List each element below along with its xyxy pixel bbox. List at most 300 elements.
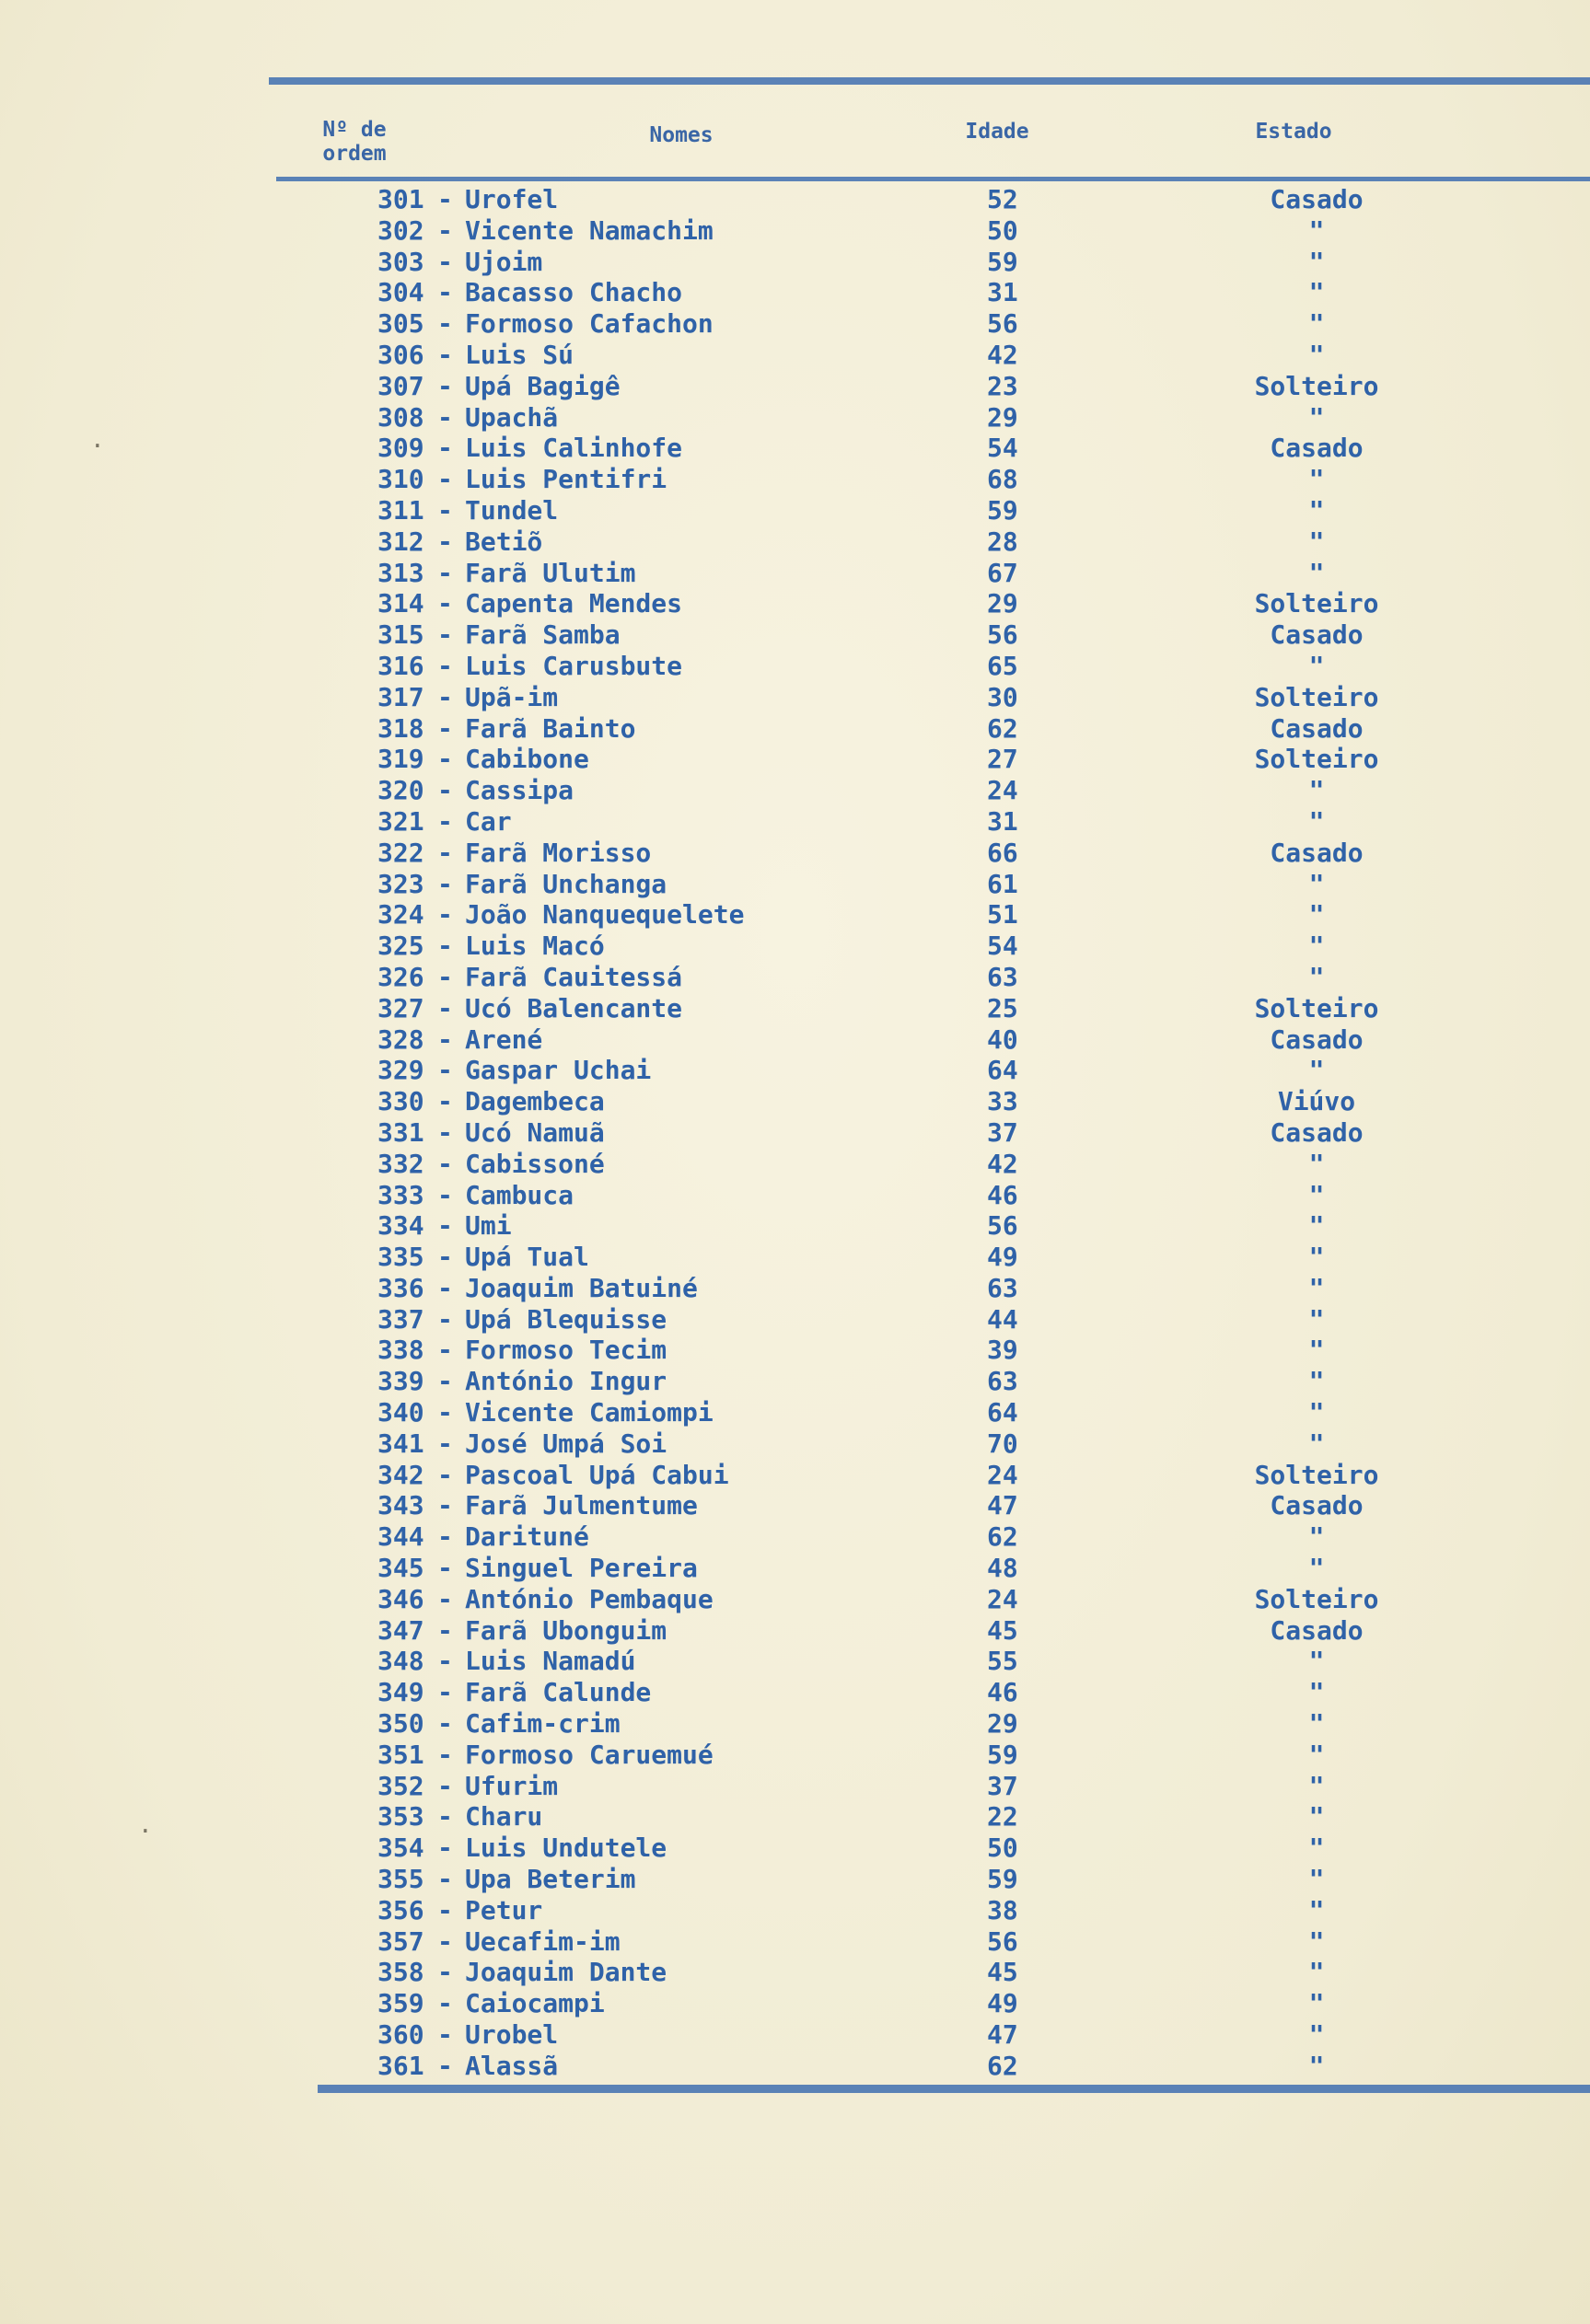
row-number: 311 xyxy=(377,494,424,526)
row-name: Farã Morisso xyxy=(465,837,652,868)
row-dash: - xyxy=(437,1553,453,1584)
row-number: 314 xyxy=(377,588,424,619)
row-name: Dagembeca xyxy=(465,1086,605,1117)
row-name: Luis Namadú xyxy=(465,1646,636,1677)
row-dash: - xyxy=(437,868,453,899)
row-age: 49 xyxy=(987,1242,1018,1273)
row-name: Upachã xyxy=(465,401,559,433)
table-row xyxy=(0,2019,1590,2051)
row-dash: - xyxy=(437,1210,453,1242)
row-age: 29 xyxy=(987,588,1018,619)
row-number: 346 xyxy=(377,1583,424,1614)
row-age: 59 xyxy=(987,1739,1018,1770)
top-rule xyxy=(269,77,1590,85)
row-name: Luis Carusbute xyxy=(465,650,683,681)
table-row xyxy=(0,1895,1590,1926)
row-age: 55 xyxy=(987,1646,1018,1677)
row-dash: - xyxy=(437,1459,453,1490)
row-state: " xyxy=(1308,1303,1325,1335)
row-age: 50 xyxy=(987,1833,1018,1864)
row-name: Cabissoné xyxy=(465,1148,605,1179)
row-state: Viúvo xyxy=(1277,1086,1356,1117)
row-dash: - xyxy=(437,1335,453,1366)
row-dash: - xyxy=(437,1583,453,1614)
row-age: 44 xyxy=(987,1303,1018,1335)
row-state: " xyxy=(1308,1272,1325,1303)
row-name: Petur xyxy=(465,1894,543,1925)
row-name: António Pembaque xyxy=(465,1583,714,1614)
row-name: Vicente Namachim xyxy=(465,214,714,246)
table-row xyxy=(0,931,1590,962)
table-row xyxy=(0,495,1590,526)
table-row xyxy=(0,1460,1590,1491)
row-dash: - xyxy=(437,805,453,837)
row-dash: - xyxy=(437,650,453,681)
row-state: " xyxy=(1308,1957,1325,1988)
row-age: 70 xyxy=(987,1428,1018,1459)
table-row xyxy=(0,1366,1590,1397)
row-age: 62 xyxy=(987,2050,1018,2081)
row-age: 31 xyxy=(987,805,1018,837)
row-state: " xyxy=(1308,1739,1325,1770)
table-row xyxy=(0,1553,1590,1584)
row-number: 309 xyxy=(377,433,424,464)
row-name: Cafim-crim xyxy=(465,1708,621,1740)
row-state: " xyxy=(1308,494,1325,526)
table-row xyxy=(0,1957,1590,1988)
row-name: Joaquim Dante xyxy=(465,1957,667,1988)
row-name: Formoso Tecim xyxy=(465,1335,667,1366)
row-name: Urobel xyxy=(465,2019,559,2051)
row-dash: - xyxy=(437,1397,453,1428)
row-state: " xyxy=(1308,1677,1325,1708)
row-age: 24 xyxy=(987,1583,1018,1614)
row-number: 318 xyxy=(377,712,424,744)
row-state: Solteiro xyxy=(1254,370,1379,401)
row-age: 68 xyxy=(987,464,1018,495)
row-number: 357 xyxy=(377,1925,424,1957)
table-row xyxy=(0,277,1590,308)
row-dash: - xyxy=(437,1957,453,1988)
row-number: 337 xyxy=(377,1303,424,1335)
row-dash: - xyxy=(437,1055,453,1086)
row-number: 317 xyxy=(377,681,424,712)
row-age: 59 xyxy=(987,494,1018,526)
row-name: Cambuca xyxy=(465,1179,574,1210)
row-state: " xyxy=(1308,2050,1325,2081)
table-row xyxy=(0,1149,1590,1180)
row-state: " xyxy=(1308,464,1325,495)
row-dash: - xyxy=(437,339,453,370)
row-age: 56 xyxy=(987,1925,1018,1957)
row-number: 315 xyxy=(377,619,424,651)
row-age: 56 xyxy=(987,619,1018,651)
row-age: 56 xyxy=(987,308,1018,340)
row-number: 310 xyxy=(377,464,424,495)
header-state: Estado xyxy=(1255,120,1332,144)
table-row xyxy=(0,619,1590,651)
row-name: Cabibone xyxy=(465,744,589,775)
row-age: 63 xyxy=(987,961,1018,992)
row-dash: - xyxy=(437,681,453,712)
row-dash: - xyxy=(437,1739,453,1770)
row-age: 59 xyxy=(987,246,1018,277)
row-state: " xyxy=(1308,1521,1325,1553)
row-dash: - xyxy=(437,494,453,526)
row-dash: - xyxy=(437,744,453,775)
row-age: 29 xyxy=(987,1708,1018,1740)
header-num: Nº de ordem xyxy=(322,118,387,166)
row-dash: - xyxy=(437,712,453,744)
bottom-rule xyxy=(318,2085,1590,2093)
row-number: 323 xyxy=(377,868,424,899)
row-state: " xyxy=(1308,1925,1325,1957)
row-state: " xyxy=(1308,277,1325,308)
table-row xyxy=(0,588,1590,619)
row-number: 319 xyxy=(377,744,424,775)
row-age: 45 xyxy=(987,1957,1018,1988)
row-name: Urofel xyxy=(465,184,559,214)
row-age: 50 xyxy=(987,214,1018,246)
row-age: 46 xyxy=(987,1179,1018,1210)
row-number: 303 xyxy=(377,246,424,277)
row-name: Ucó Balencante xyxy=(465,992,683,1023)
row-number: 308 xyxy=(377,401,424,433)
row-state: Solteiro xyxy=(1254,588,1379,619)
table-row xyxy=(0,184,1590,215)
row-age: 48 xyxy=(987,1553,1018,1584)
row-number: 355 xyxy=(377,1864,424,1895)
row-state: " xyxy=(1308,1553,1325,1584)
table-row xyxy=(0,526,1590,558)
row-age: 45 xyxy=(987,1614,1018,1646)
row-dash: - xyxy=(437,1023,453,1055)
row-name: Luis Macó xyxy=(465,931,605,962)
row-age: 24 xyxy=(987,775,1018,806)
row-dash: - xyxy=(437,1646,453,1677)
row-dash: - xyxy=(437,557,453,588)
row-age: 66 xyxy=(987,837,1018,868)
row-name: Pascoal Upá Cabui xyxy=(465,1459,729,1490)
table-row xyxy=(0,744,1590,775)
row-dash: - xyxy=(437,1801,453,1833)
row-number: 361 xyxy=(377,2050,424,2081)
row-dash: - xyxy=(437,433,453,464)
table-row xyxy=(0,371,1590,402)
row-number: 301 xyxy=(377,184,424,214)
row-state: " xyxy=(1308,1988,1325,2019)
table-row xyxy=(0,1397,1590,1428)
table-row xyxy=(0,1988,1590,2019)
row-number: 347 xyxy=(377,1614,424,1646)
table-row xyxy=(0,558,1590,589)
row-dash: - xyxy=(437,370,453,401)
row-age: 64 xyxy=(987,1055,1018,1086)
row-name: Betiõ xyxy=(465,526,543,557)
row-number: 307 xyxy=(377,370,424,401)
row-dash: - xyxy=(437,588,453,619)
table-row xyxy=(0,402,1590,434)
table-row xyxy=(0,1428,1590,1460)
row-age: 63 xyxy=(987,1272,1018,1303)
table-row xyxy=(0,433,1590,464)
table-row xyxy=(0,1801,1590,1833)
row-state: " xyxy=(1308,805,1325,837)
row-state: " xyxy=(1308,775,1325,806)
row-age: 40 xyxy=(987,1023,1018,1055)
row-state: " xyxy=(1308,961,1325,992)
row-number: 334 xyxy=(377,1210,424,1242)
row-state: " xyxy=(1308,1179,1325,1210)
row-state: " xyxy=(1308,1210,1325,1242)
row-dash: - xyxy=(437,1677,453,1708)
row-name: Uecafim-im xyxy=(465,1925,621,1957)
row-age: 42 xyxy=(987,339,1018,370)
row-name: Darituné xyxy=(465,1521,589,1553)
row-state: " xyxy=(1308,1708,1325,1740)
table-row xyxy=(0,1521,1590,1553)
row-age: 63 xyxy=(987,1366,1018,1397)
row-state: " xyxy=(1308,1397,1325,1428)
row-number: 324 xyxy=(377,899,424,931)
row-number: 329 xyxy=(377,1055,424,1086)
row-name: Upã-im xyxy=(465,681,559,712)
row-age: 33 xyxy=(987,1086,1018,1117)
row-age: 24 xyxy=(987,1459,1018,1490)
table-row xyxy=(0,1210,1590,1242)
row-state: " xyxy=(1308,650,1325,681)
header-rule xyxy=(276,177,1590,181)
row-number: 356 xyxy=(377,1894,424,1925)
row-name: Vicente Camiompi xyxy=(465,1397,714,1428)
page-speck: · xyxy=(138,1818,153,1845)
row-age: 38 xyxy=(987,1894,1018,1925)
row-state: " xyxy=(1308,1770,1325,1801)
row-state: " xyxy=(1308,339,1325,370)
row-age: 59 xyxy=(987,1864,1018,1895)
row-name: Farã Ulutim xyxy=(465,557,636,588)
table-row xyxy=(0,2051,1590,2082)
row-age: 27 xyxy=(987,744,1018,775)
table-row xyxy=(0,962,1590,993)
row-name: Farã Calunde xyxy=(465,1677,652,1708)
row-state: " xyxy=(1308,557,1325,588)
row-number: 321 xyxy=(377,805,424,837)
row-state: " xyxy=(1308,1366,1325,1397)
table-row xyxy=(0,1117,1590,1149)
table-row xyxy=(0,308,1590,340)
row-dash: - xyxy=(437,277,453,308)
row-number: 359 xyxy=(377,1988,424,2019)
row-age: 25 xyxy=(987,992,1018,1023)
row-number: 335 xyxy=(377,1242,424,1273)
row-state: " xyxy=(1308,1242,1325,1273)
row-state: " xyxy=(1308,1646,1325,1677)
row-dash: - xyxy=(437,1490,453,1521)
row-state: Casado xyxy=(1270,1116,1364,1148)
row-dash: - xyxy=(437,1521,453,1553)
row-age: 52 xyxy=(987,184,1018,214)
row-state: Casado xyxy=(1270,712,1364,744)
row-number: 333 xyxy=(377,1179,424,1210)
row-number: 306 xyxy=(377,339,424,370)
row-state: " xyxy=(1308,246,1325,277)
row-age: 49 xyxy=(987,1988,1018,2019)
row-dash: - xyxy=(437,1864,453,1895)
row-name: Upa Beterim xyxy=(465,1864,636,1895)
row-name: Tundel xyxy=(465,494,559,526)
row-number: 339 xyxy=(377,1366,424,1397)
row-state: Casado xyxy=(1270,1614,1364,1646)
table-row xyxy=(0,1615,1590,1647)
row-age: 29 xyxy=(987,401,1018,433)
row-number: 350 xyxy=(377,1708,424,1740)
row-number: 348 xyxy=(377,1646,424,1677)
row-number: 328 xyxy=(377,1023,424,1055)
row-age: 67 xyxy=(987,557,1018,588)
row-age: 65 xyxy=(987,650,1018,681)
row-name: Farã Bainto xyxy=(465,712,636,744)
header-name: Nomes xyxy=(649,123,714,147)
row-dash: - xyxy=(437,1116,453,1148)
row-name: Farã Unchanga xyxy=(465,868,667,899)
row-number: 353 xyxy=(377,1801,424,1833)
table-row xyxy=(0,1833,1590,1864)
row-dash: - xyxy=(437,1303,453,1335)
row-state: Casado xyxy=(1270,433,1364,464)
row-number: 340 xyxy=(377,1397,424,1428)
table-row xyxy=(0,651,1590,682)
row-dash: - xyxy=(437,1708,453,1740)
row-dash: - xyxy=(437,1988,453,2019)
row-dash: - xyxy=(437,1894,453,1925)
row-name: Luis Undutele xyxy=(465,1833,667,1864)
row-name: Capenta Mendes xyxy=(465,588,683,619)
row-state: " xyxy=(1308,526,1325,557)
row-number: 344 xyxy=(377,1521,424,1553)
row-dash: - xyxy=(437,1086,453,1117)
table-row xyxy=(0,1708,1590,1740)
row-number: 332 xyxy=(377,1148,424,1179)
row-dash: - xyxy=(437,401,453,433)
table-row xyxy=(0,215,1590,247)
row-age: 39 xyxy=(987,1335,1018,1366)
row-number: 331 xyxy=(377,1116,424,1148)
row-name: Caiocampi xyxy=(465,1988,605,2019)
row-number: 354 xyxy=(377,1833,424,1864)
row-name: Arené xyxy=(465,1023,543,1055)
row-dash: - xyxy=(437,931,453,962)
row-name: Upá Tual xyxy=(465,1242,589,1273)
row-number: 341 xyxy=(377,1428,424,1459)
row-age: 31 xyxy=(987,277,1018,308)
row-name: Ufurim xyxy=(465,1770,559,1801)
row-number: 358 xyxy=(377,1957,424,1988)
row-number: 316 xyxy=(377,650,424,681)
table-row xyxy=(0,713,1590,745)
table-row xyxy=(0,806,1590,838)
row-number: 360 xyxy=(377,2019,424,2051)
row-number: 349 xyxy=(377,1677,424,1708)
row-name: Formoso Caruemué xyxy=(465,1739,714,1770)
row-state: " xyxy=(1308,214,1325,246)
row-name: Formoso Cafachon xyxy=(465,308,714,340)
row-state: Casado xyxy=(1270,837,1364,868)
row-name: António Ingur xyxy=(465,1366,667,1397)
row-name: Luis Sú xyxy=(465,339,574,370)
row-name: Farã Julmentume xyxy=(465,1490,698,1521)
row-name: Umi xyxy=(465,1210,512,1242)
row-state: " xyxy=(1308,1055,1325,1086)
row-dash: - xyxy=(437,1179,453,1210)
row-dash: - xyxy=(437,775,453,806)
table-row xyxy=(0,993,1590,1024)
row-age: 54 xyxy=(987,433,1018,464)
row-dash: - xyxy=(437,899,453,931)
row-number: 343 xyxy=(377,1490,424,1521)
row-age: 64 xyxy=(987,1397,1018,1428)
row-age: 47 xyxy=(987,2019,1018,2051)
row-age: 23 xyxy=(987,370,1018,401)
row-dash: - xyxy=(437,1925,453,1957)
row-name: Car xyxy=(465,805,512,837)
row-number: 313 xyxy=(377,557,424,588)
row-name: Farã Samba xyxy=(465,619,621,651)
header-age: Idade xyxy=(965,120,1029,144)
row-dash: - xyxy=(437,1242,453,1273)
row-number: 326 xyxy=(377,961,424,992)
row-dash: - xyxy=(437,961,453,992)
row-age: 30 xyxy=(987,681,1018,712)
row-dash: - xyxy=(437,1833,453,1864)
row-age: 61 xyxy=(987,868,1018,899)
row-age: 37 xyxy=(987,1116,1018,1148)
row-state: Casado xyxy=(1270,184,1364,214)
row-number: 330 xyxy=(377,1086,424,1117)
row-name: João Nanquequelete xyxy=(465,899,745,931)
row-state: Casado xyxy=(1270,1023,1364,1055)
row-number: 345 xyxy=(377,1553,424,1584)
row-dash: - xyxy=(437,1366,453,1397)
table-row xyxy=(0,1646,1590,1677)
row-state: " xyxy=(1308,868,1325,899)
row-state: " xyxy=(1308,931,1325,962)
row-state: Solteiro xyxy=(1254,681,1379,712)
row-state: " xyxy=(1308,899,1325,931)
table-row xyxy=(0,1086,1590,1117)
row-name: Luis Pentifri xyxy=(465,464,667,495)
row-name: Upá Bagigê xyxy=(465,370,621,401)
row-number: 322 xyxy=(377,837,424,868)
row-age: 56 xyxy=(987,1210,1018,1242)
row-dash: - xyxy=(437,837,453,868)
row-age: 46 xyxy=(987,1677,1018,1708)
table-row xyxy=(0,1771,1590,1802)
row-name: Farã Ubonguim xyxy=(465,1614,667,1646)
row-name: Joaquim Batuiné xyxy=(465,1272,698,1303)
row-state: " xyxy=(1308,1801,1325,1833)
row-name: Bacasso Chacho xyxy=(465,277,683,308)
row-number: 338 xyxy=(377,1335,424,1366)
table-row xyxy=(0,682,1590,713)
table-row xyxy=(0,1926,1590,1958)
row-state: " xyxy=(1308,308,1325,340)
table-row xyxy=(0,1335,1590,1366)
row-name: Luis Calinhofe xyxy=(465,433,683,464)
row-state: Solteiro xyxy=(1254,1583,1379,1614)
row-number: 327 xyxy=(377,992,424,1023)
row-dash: - xyxy=(437,526,453,557)
